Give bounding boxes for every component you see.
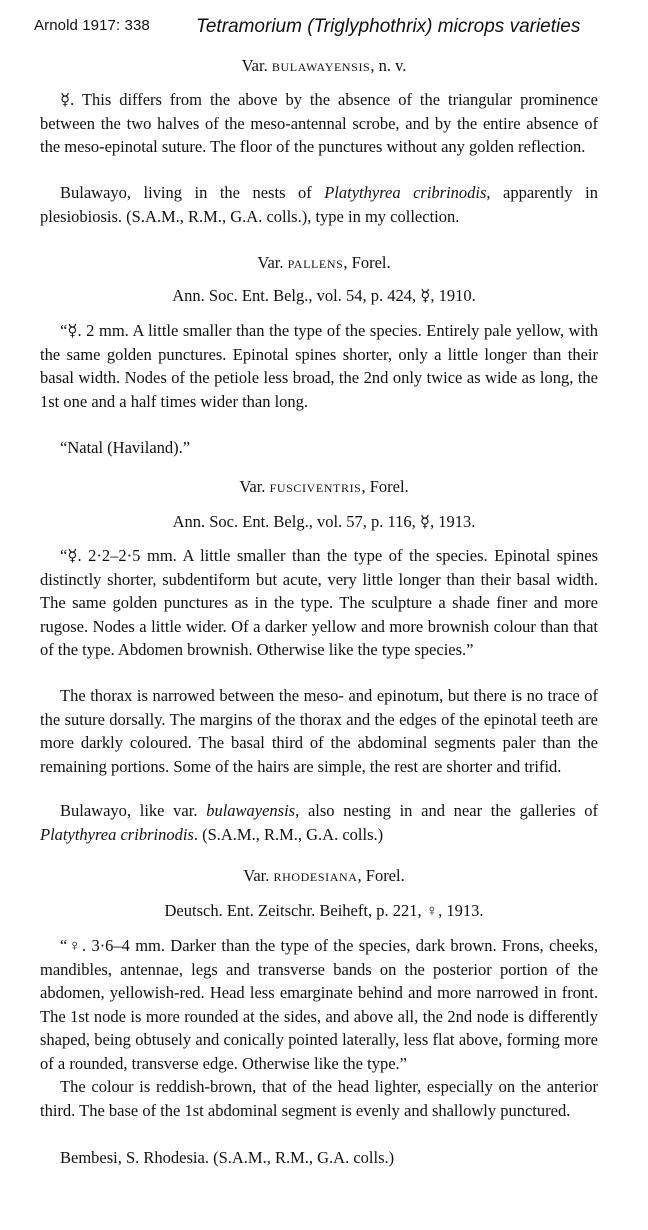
species-name: Platythyrea cribrinodis <box>324 183 487 202</box>
taxon-name: bulawayensis <box>271 56 371 75</box>
species-name: Platythyrea cribrinodis <box>40 824 194 844</box>
text-run: , apparently in plesiobiosis. (S.A.M., R.M., G.A. colls.), type in my collection. <box>40 183 598 226</box>
taxon-name: pallens <box>287 253 344 272</box>
paragraph-rhodesiana-quote: “♀. 3·6–4 mm. Darker than the type of the species, dark brown. Frons, cheeks, mandibles, antennae, legs and transverse bands on the posterior portion of the abdomen, yellowish-red. Head less emarginate behind and more narrowed in front. The 1st node is more rounded at the sides, and above all, the 2nd node is differently shaped, being obtusely and conically pointed laterally, less flat above, forming more of a rounded, transverse edge. Otherwise like the type.” <box>40 936 598 1073</box>
paragraph-bulawayensis-locality <box>40 181 598 228</box>
paragraph-fusciventris-quote: “☿. 2·2–2·5 mm. A little smaller than the type of the species. Epinotal spines distinctly shorter, subdentiform but acute, very little longer than their basal width. The same golden punctures as in the type. The sculpture a shade finer and more rugose. Nodes a little wider. Of a darker yellow and more brownish colour than that of the type. Abdomen brownish. Otherwise like the type species.” <box>40 546 598 659</box>
heading-prefix: Var. <box>241 56 268 75</box>
paragraph-fusciventris-locality <box>40 799 598 846</box>
heading-prefix: Var. <box>243 866 270 885</box>
heading-fusciventris <box>0 477 648 497</box>
heading-pallens <box>0 253 648 273</box>
heading-suffix: , Forel. <box>343 253 391 272</box>
text-run: , also nesting in and near the galleries of <box>295 801 598 820</box>
reference-rhodesiana: Deutsch. Ent. Zeitschr. Beiheft, p. 221, ♀, 1913. <box>164 901 484 920</box>
taxon-name: fusciventris <box>269 477 362 496</box>
paragraph-fusciventris-notes: The thorax is narrowed between the meso- and epinotum, but there is no trace of the suture dorsally. The margins of the thorax and the edges of the epinotal teeth are more darkly coloured. The basal third of the abdominal segments paler than the remaining portions. Some of the hairs are simple, the rest are shorter and trifid. <box>40 686 598 776</box>
heading-rhodesiana <box>0 866 648 886</box>
text-run: . (S.A.M., R.M., G.A. colls.) <box>193 824 384 844</box>
paragraph-bulawayensis-description: ☿. This differs from the above by the absence of the triangular prominence between the two halves of the meso-antennal scrobe, and by the entire absence of the meso-epinotal suture. The floor of the punctures without any golden reflection. <box>40 90 598 156</box>
heading-prefix: Var. <box>239 477 266 496</box>
citation-label: Arnold 1917: 338 <box>34 17 150 34</box>
text-run: Bulawayo, like var. <box>60 801 207 820</box>
reference-pallens: Ann. Soc. Ent. Belg., vol. 54, p. 424, ☿, 1910. <box>172 286 476 305</box>
heading-bulawayensis <box>0 56 648 76</box>
heading-prefix: Var. <box>257 253 284 272</box>
variety-name: bulawayensis <box>206 801 296 820</box>
taxon-name: rhodesiana <box>273 866 358 885</box>
paragraph-rhodesiana-locality: Bembesi, S. Rhodesia. (S.A.M., R.M., G.A. colls.) <box>60 1148 395 1167</box>
heading-suffix: , Forel. <box>361 477 409 496</box>
paragraph-pallens-quote: “☿. 2 mm. A little smaller than the type of the species. Entirely pale yellow, with the same golden punctures. Epinotal spines shorter, only a little longer than their basal width. Nodes of the petiole less broad, the 2nd only twice as wide as long, the 1st one and a half times wider than long. <box>40 321 598 411</box>
paragraph-rhodesiana-notes: The colour is reddish-brown, that of the head lighter, especially on the anterior third. The base of the 1st abdominal segment is evenly and shallowly punctured. <box>40 1077 598 1120</box>
heading-suffix: , n. v. <box>370 56 407 75</box>
reference-fusciventris: Ann. Soc. Ent. Belg., vol. 57, p. 116, ☿, 1913. <box>172 512 476 531</box>
running-title: Tetramorium (Triglyphothrix) microps varieties <box>196 16 581 37</box>
heading-suffix: , Forel. <box>357 866 405 885</box>
paragraph-pallens-locality: “Natal (Haviland).” <box>60 438 191 457</box>
text-run: Bulawayo, living in the nests of <box>60 183 325 202</box>
